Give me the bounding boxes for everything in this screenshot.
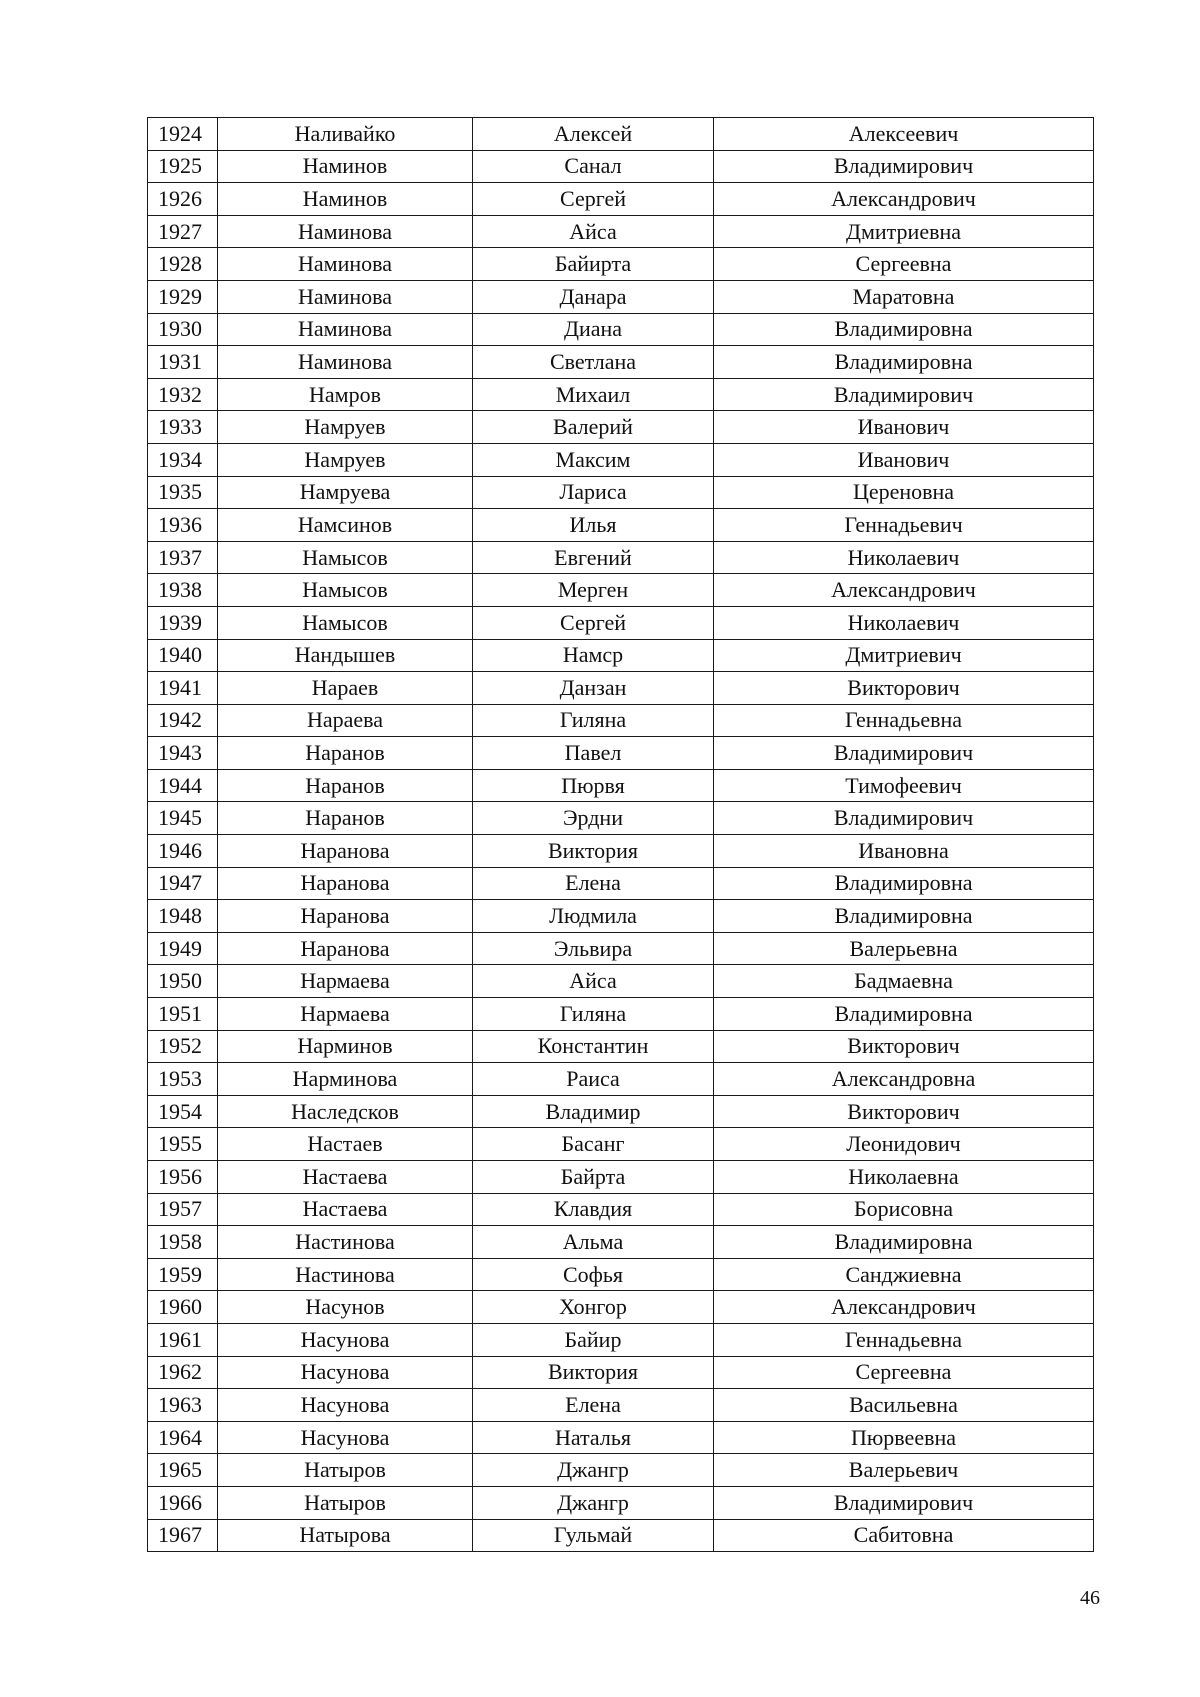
surname-cell: Насунова — [218, 1323, 473, 1356]
row-number-cell: 1953 — [148, 1063, 218, 1096]
table-row — [148, 574, 1094, 607]
surname-cell: Намысов — [218, 574, 473, 607]
patronymic-cell: Николаевич — [714, 606, 1094, 639]
row-number-cell: 1950 — [148, 965, 218, 998]
row-number-cell: 1931 — [148, 346, 218, 379]
table-row — [148, 1389, 1094, 1422]
patronymic-cell: Валерьевна — [714, 932, 1094, 965]
patronymic-cell: Сергеевна — [714, 1356, 1094, 1389]
first-name-cell: Павел — [473, 737, 714, 770]
table-row — [148, 1161, 1094, 1194]
row-number-cell: 1948 — [148, 900, 218, 933]
first-name-cell: Байирта — [473, 248, 714, 281]
patronymic-cell: Васильевна — [714, 1389, 1094, 1422]
surname-cell: Наранова — [218, 900, 473, 933]
patronymic-cell: Викторович — [714, 1095, 1094, 1128]
row-number-cell: 1954 — [148, 1095, 218, 1128]
table-row — [148, 443, 1094, 476]
patronymic-cell: Пюрвеевна — [714, 1421, 1094, 1454]
row-number-cell: 1951 — [148, 998, 218, 1031]
first-name-cell: Алексей — [473, 118, 714, 151]
table-row — [148, 932, 1094, 965]
row-number-cell: 1929 — [148, 280, 218, 313]
surname-cell: Нараева — [218, 704, 473, 737]
patronymic-cell: Николаевич — [714, 541, 1094, 574]
surname-cell: Насунов — [218, 1291, 473, 1324]
table-row — [148, 1258, 1094, 1291]
first-name-cell: Елена — [473, 867, 714, 900]
patronymic-cell: Ивановна — [714, 835, 1094, 868]
table-row — [148, 1128, 1094, 1161]
row-number-cell: 1965 — [148, 1454, 218, 1487]
table-row — [148, 606, 1094, 639]
table-row — [148, 900, 1094, 933]
first-name-cell: Константин — [473, 1030, 714, 1063]
row-number-cell: 1927 — [148, 215, 218, 248]
surname-cell: Намысов — [218, 541, 473, 574]
surname-cell: Наминова — [218, 215, 473, 248]
patronymic-cell: Николаевна — [714, 1161, 1094, 1194]
table-row — [148, 313, 1094, 346]
first-name-cell: Валерий — [473, 411, 714, 444]
surname-cell: Настаева — [218, 1161, 473, 1194]
row-number-cell: 1967 — [148, 1519, 218, 1552]
row-number-cell: 1942 — [148, 704, 218, 737]
surname-cell: Нармаева — [218, 965, 473, 998]
row-number-cell: 1957 — [148, 1193, 218, 1226]
table-row — [148, 835, 1094, 868]
patronymic-cell: Владимирович — [714, 150, 1094, 183]
surname-cell: Наранов — [218, 802, 473, 835]
row-number-cell: 1944 — [148, 769, 218, 802]
patronymic-cell: Владимировна — [714, 313, 1094, 346]
patronymic-cell: Владимирович — [714, 1486, 1094, 1519]
surname-cell: Намров — [218, 378, 473, 411]
first-name-cell: Софья — [473, 1258, 714, 1291]
surname-cell: Наминов — [218, 183, 473, 216]
patronymic-cell: Владимировна — [714, 900, 1094, 933]
row-number-cell: 1928 — [148, 248, 218, 281]
first-name-cell: Данара — [473, 280, 714, 313]
patronymic-cell: Владимировна — [714, 346, 1094, 379]
row-number-cell: 1937 — [148, 541, 218, 574]
row-number-cell: 1924 — [148, 118, 218, 151]
patronymic-cell: Маратовна — [714, 280, 1094, 313]
patronymic-cell: Александрович — [714, 574, 1094, 607]
surname-cell: Насунова — [218, 1389, 473, 1422]
patronymic-cell: Валерьевич — [714, 1454, 1094, 1487]
patronymic-cell: Сергеевна — [714, 248, 1094, 281]
row-number-cell: 1949 — [148, 932, 218, 965]
first-name-cell: Виктория — [473, 1356, 714, 1389]
table-row — [148, 150, 1094, 183]
first-name-cell: Намср — [473, 639, 714, 672]
first-name-cell: Сергей — [473, 183, 714, 216]
first-name-cell: Гульмай — [473, 1519, 714, 1552]
surname-cell: Наминова — [218, 313, 473, 346]
row-number-cell: 1962 — [148, 1356, 218, 1389]
first-name-cell: Илья — [473, 509, 714, 542]
surname-cell: Наминова — [218, 248, 473, 281]
row-number-cell: 1963 — [148, 1389, 218, 1422]
first-name-cell: Джангр — [473, 1454, 714, 1487]
surname-cell: Намруев — [218, 443, 473, 476]
first-name-cell: Мерген — [473, 574, 714, 607]
row-number-cell: 1959 — [148, 1258, 218, 1291]
patronymic-cell: Алексеевич — [714, 118, 1094, 151]
first-name-cell: Наталья — [473, 1421, 714, 1454]
surname-cell: Наранов — [218, 737, 473, 770]
first-name-cell: Айса — [473, 965, 714, 998]
surname-cell: Наранов — [218, 769, 473, 802]
table-row — [148, 248, 1094, 281]
first-name-cell: Байрта — [473, 1161, 714, 1194]
row-number-cell: 1940 — [148, 639, 218, 672]
first-name-cell: Данзан — [473, 672, 714, 705]
patronymic-cell: Геннадьевна — [714, 1323, 1094, 1356]
patronymic-cell: Бадмаевна — [714, 965, 1094, 998]
patronymic-cell: Александровна — [714, 1063, 1094, 1096]
first-name-cell: Диана — [473, 313, 714, 346]
patronymic-cell: Цереновна — [714, 476, 1094, 509]
surname-cell: Настинова — [218, 1226, 473, 1259]
table-row — [148, 802, 1094, 835]
surname-cell: Нандышев — [218, 639, 473, 672]
surname-cell: Наранова — [218, 867, 473, 900]
row-number-cell: 1943 — [148, 737, 218, 770]
row-number-cell: 1964 — [148, 1421, 218, 1454]
first-name-cell: Айса — [473, 215, 714, 248]
row-number-cell: 1955 — [148, 1128, 218, 1161]
first-name-cell: Гиляна — [473, 998, 714, 1031]
surname-cell: Натыров — [218, 1454, 473, 1487]
patronymic-cell: Геннадьевич — [714, 509, 1094, 542]
patronymic-cell: Тимофеевич — [714, 769, 1094, 802]
patronymic-cell: Владимировна — [714, 867, 1094, 900]
surname-cell: Намруев — [218, 411, 473, 444]
first-name-cell: Виктория — [473, 835, 714, 868]
row-number-cell: 1936 — [148, 509, 218, 542]
patronymic-cell: Владимировна — [714, 1226, 1094, 1259]
table-row — [148, 965, 1094, 998]
row-number-cell: 1958 — [148, 1226, 218, 1259]
patronymic-cell: Геннадьевна — [714, 704, 1094, 737]
patronymic-cell: Александрович — [714, 1291, 1094, 1324]
surname-cell: Наминов — [218, 150, 473, 183]
first-name-cell: Сергей — [473, 606, 714, 639]
first-name-cell: Басанг — [473, 1128, 714, 1161]
surname-cell: Намсинов — [218, 509, 473, 542]
table-row — [148, 737, 1094, 770]
table-row — [148, 1421, 1094, 1454]
surname-cell: Нарминова — [218, 1063, 473, 1096]
row-number-cell: 1966 — [148, 1486, 218, 1519]
row-number-cell: 1930 — [148, 313, 218, 346]
patronymic-cell: Владимирович — [714, 378, 1094, 411]
table-row — [148, 118, 1094, 151]
row-number-cell: 1952 — [148, 1030, 218, 1063]
table-row — [148, 215, 1094, 248]
surname-cell: Настаев — [218, 1128, 473, 1161]
first-name-cell: Людмила — [473, 900, 714, 933]
surname-cell: Намысов — [218, 606, 473, 639]
first-name-cell: Клавдия — [473, 1193, 714, 1226]
surname-cell: Намруева — [218, 476, 473, 509]
table-row — [148, 1193, 1094, 1226]
table-row — [148, 1356, 1094, 1389]
first-name-cell: Эрдни — [473, 802, 714, 835]
table-row — [148, 1226, 1094, 1259]
surname-cell: Насунова — [218, 1356, 473, 1389]
row-number-cell: 1938 — [148, 574, 218, 607]
table-row — [148, 476, 1094, 509]
row-number-cell: 1946 — [148, 835, 218, 868]
first-name-cell: Альма — [473, 1226, 714, 1259]
table-row — [148, 998, 1094, 1031]
patronymic-cell: Дмитриевич — [714, 639, 1094, 672]
row-number-cell: 1925 — [148, 150, 218, 183]
surname-cell: Натыров — [218, 1486, 473, 1519]
row-number-cell: 1935 — [148, 476, 218, 509]
patronymic-cell: Владимировна — [714, 998, 1094, 1031]
surname-cell: Насунова — [218, 1421, 473, 1454]
table-row — [148, 378, 1094, 411]
first-name-cell: Пюрвя — [473, 769, 714, 802]
patronymic-cell: Леонидович — [714, 1128, 1094, 1161]
surname-cell: Наследсков — [218, 1095, 473, 1128]
table-row — [148, 1095, 1094, 1128]
row-number-cell: 1947 — [148, 867, 218, 900]
table-row — [148, 1291, 1094, 1324]
first-name-cell: Эльвира — [473, 932, 714, 965]
surname-cell: Наливайко — [218, 118, 473, 151]
table-row — [148, 183, 1094, 216]
table-row — [148, 1486, 1094, 1519]
table-row — [148, 672, 1094, 705]
patronymic-cell: Викторович — [714, 672, 1094, 705]
patronymic-cell: Александрович — [714, 183, 1094, 216]
row-number-cell: 1939 — [148, 606, 218, 639]
table-row — [148, 1030, 1094, 1063]
row-number-cell: 1960 — [148, 1291, 218, 1324]
first-name-cell: Евгений — [473, 541, 714, 574]
first-name-cell: Хонгор — [473, 1291, 714, 1324]
table-row — [148, 704, 1094, 737]
first-name-cell: Джангр — [473, 1486, 714, 1519]
first-name-cell: Максим — [473, 443, 714, 476]
surname-cell: Нарминов — [218, 1030, 473, 1063]
table-row — [148, 639, 1094, 672]
patronymic-cell: Санджиевна — [714, 1258, 1094, 1291]
first-name-cell: Санал — [473, 150, 714, 183]
patronymic-cell: Иванович — [714, 443, 1094, 476]
surname-cell: Натырова — [218, 1519, 473, 1552]
first-name-cell: Лариса — [473, 476, 714, 509]
surname-cell: Настинова — [218, 1258, 473, 1291]
first-name-cell: Гиляна — [473, 704, 714, 737]
patronymic-cell: Владимирович — [714, 802, 1094, 835]
first-name-cell: Михаил — [473, 378, 714, 411]
row-number-cell: 1941 — [148, 672, 218, 705]
patronymic-cell: Дмитриевна — [714, 215, 1094, 248]
first-name-cell: Елена — [473, 1389, 714, 1422]
table-row — [148, 509, 1094, 542]
row-number-cell: 1945 — [148, 802, 218, 835]
surname-cell: Нармаева — [218, 998, 473, 1031]
first-name-cell: Раиса — [473, 1063, 714, 1096]
row-number-cell: 1933 — [148, 411, 218, 444]
table-row — [148, 1323, 1094, 1356]
surname-cell: Наминова — [218, 280, 473, 313]
first-name-cell: Байир — [473, 1323, 714, 1356]
table-row — [148, 541, 1094, 574]
patronymic-cell: Иванович — [714, 411, 1094, 444]
patronymic-cell: Борисовна — [714, 1193, 1094, 1226]
row-number-cell: 1956 — [148, 1161, 218, 1194]
patronymic-cell: Сабитовна — [714, 1519, 1094, 1552]
table-row — [148, 1063, 1094, 1096]
surname-cell: Наминова — [218, 346, 473, 379]
table-row — [148, 1454, 1094, 1487]
row-number-cell: 1934 — [148, 443, 218, 476]
registry-table — [147, 117, 1094, 1552]
page-number: 46 — [1080, 1587, 1100, 1609]
surname-cell: Наранова — [218, 835, 473, 868]
table-row — [148, 411, 1094, 444]
patronymic-cell: Викторович — [714, 1030, 1094, 1063]
row-number-cell: 1932 — [148, 378, 218, 411]
registry-table-body — [148, 118, 1094, 1552]
table-row — [148, 280, 1094, 313]
table-row — [148, 346, 1094, 379]
first-name-cell: Светлана — [473, 346, 714, 379]
surname-cell: Настаева — [218, 1193, 473, 1226]
patronymic-cell: Владимирович — [714, 737, 1094, 770]
table-row — [148, 1519, 1094, 1552]
surname-cell: Наранова — [218, 932, 473, 965]
row-number-cell: 1926 — [148, 183, 218, 216]
surname-cell: Нараев — [218, 672, 473, 705]
row-number-cell: 1961 — [148, 1323, 218, 1356]
first-name-cell: Владимир — [473, 1095, 714, 1128]
table-row — [148, 769, 1094, 802]
table-row — [148, 867, 1094, 900]
